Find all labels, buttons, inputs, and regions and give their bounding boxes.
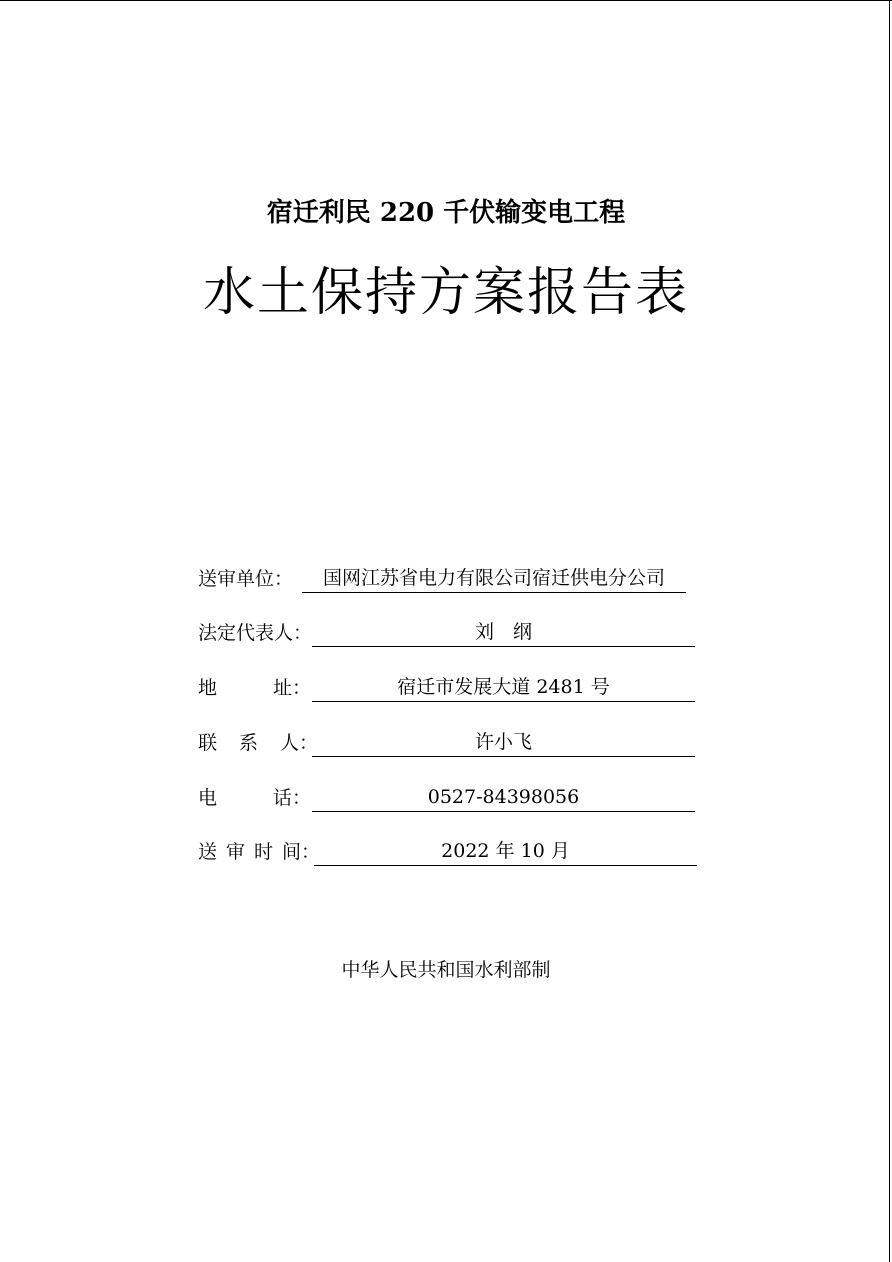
phone-label-part1: 电 bbox=[198, 787, 218, 809]
phone-label bbox=[198, 783, 311, 813]
time-label-part2: 审 bbox=[226, 841, 246, 863]
contact-label-part1: 联 bbox=[198, 732, 218, 754]
phone-label-part2: 话： bbox=[273, 787, 312, 809]
contact-label-part2: 系 bbox=[239, 732, 259, 754]
page-right-border bbox=[889, 0, 890, 1262]
contact-label-part3: 人： bbox=[280, 732, 319, 754]
address-label-part2: 址： bbox=[273, 677, 312, 699]
time-label-part1: 送 bbox=[198, 841, 218, 863]
project-subtitle: 宿迁利民 220 千伏输变电工程 bbox=[266, 198, 626, 228]
address-label-part1: 地 bbox=[198, 677, 218, 699]
submitting-unit-value: 国网江苏省电力有限公司宿迁供电分公司 bbox=[302, 564, 686, 593]
legal-representative-label: 法定代表人： bbox=[198, 622, 313, 644]
page-top-border bbox=[0, 0, 892, 1]
legal-representative-value: 刘 纲 bbox=[312, 618, 695, 647]
address-label bbox=[198, 673, 311, 703]
issuer-footer: 中华人民共和国水利部制 bbox=[341, 959, 551, 981]
address-value: 宿迁市发展大道 2481 号 bbox=[312, 673, 695, 702]
submission-time-value: 2022 年 10 月 bbox=[314, 837, 697, 866]
time-label-part3: 时 bbox=[254, 841, 274, 863]
contact-person-label bbox=[198, 728, 318, 758]
contact-person-value: 许小飞 bbox=[312, 728, 695, 757]
time-label-part4: 间： bbox=[282, 841, 321, 863]
submission-time-label bbox=[198, 837, 320, 867]
submitting-unit-label: 送审单位： bbox=[198, 568, 294, 590]
phone-value: 0527-84398056 bbox=[312, 783, 695, 812]
report-title: 水土保持方案报告表 bbox=[202, 263, 689, 323]
